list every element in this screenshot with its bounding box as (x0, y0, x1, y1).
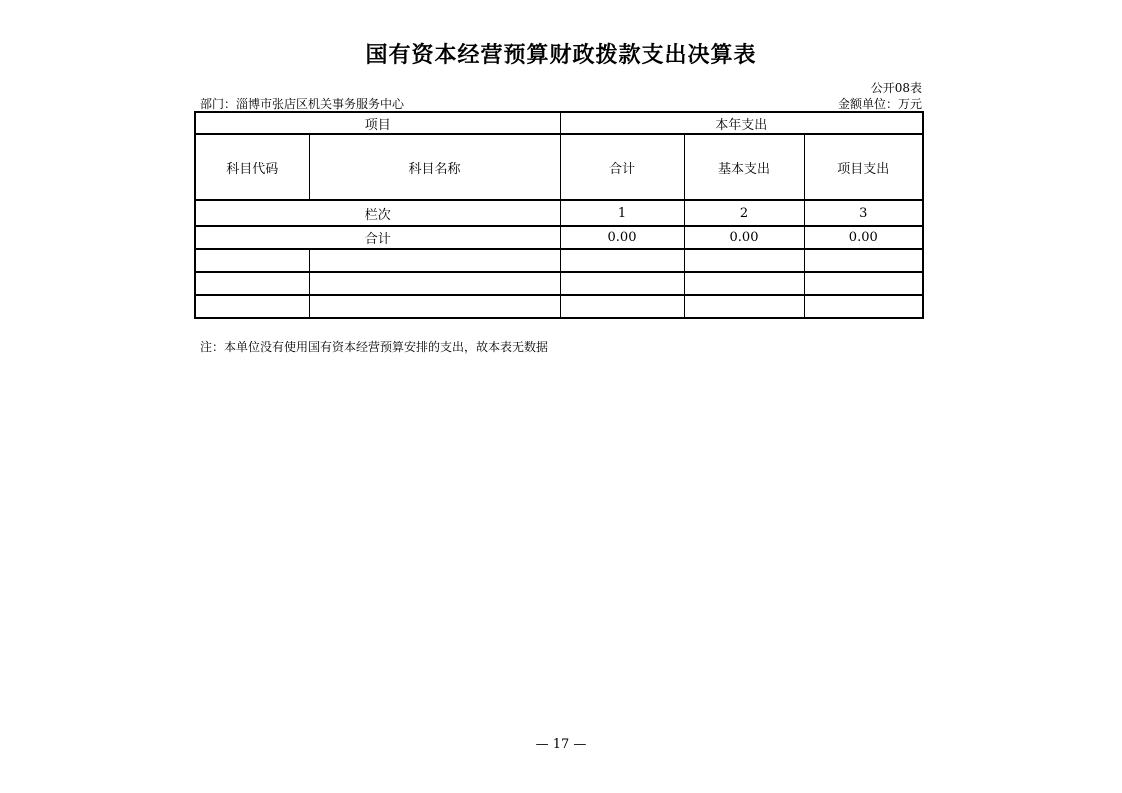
group-header-current-year-expenditure: 本年支出 (560, 112, 923, 134)
empty-cell (560, 295, 684, 318)
empty-cell (560, 249, 684, 272)
empty-cell (309, 295, 560, 318)
col-header-subject-name: 科目名称 (309, 134, 560, 200)
empty-data-row (195, 295, 923, 318)
col-header-total: 合计 (560, 134, 684, 200)
empty-cell (804, 272, 923, 295)
column-index-1: 1 (560, 200, 684, 226)
total-row (195, 226, 923, 249)
column-index-label: 栏次 (195, 200, 560, 226)
empty-cell (309, 249, 560, 272)
table-group-header-row (195, 112, 923, 134)
empty-cell (195, 295, 309, 318)
col-header-basic-expenditure: 基本支出 (684, 134, 804, 200)
page-number: — 17 — (535, 737, 587, 752)
table-column-header-row (195, 134, 923, 200)
empty-cell (195, 249, 309, 272)
empty-cell (684, 272, 804, 295)
amount-unit-label: 金额单位：万元 (837, 97, 922, 111)
form-code-label: 公开08表 (870, 81, 922, 95)
group-header-project: 项目 (195, 112, 560, 134)
empty-cell (195, 272, 309, 295)
total-value-project: 0.00 (804, 226, 923, 249)
col-header-subject-code: 科目代码 (195, 134, 309, 200)
col-header-project-expenditure: 项目支出 (804, 134, 923, 200)
department-label: 部门：淄博市张店区机关事务服务中心 (200, 97, 405, 111)
empty-cell (560, 272, 684, 295)
total-value-basic: 0.00 (684, 226, 804, 249)
empty-data-row (195, 272, 923, 295)
empty-data-row (195, 249, 923, 272)
total-row-label: 合计 (195, 226, 560, 249)
total-value-total: 0.00 (560, 226, 684, 249)
empty-cell (309, 272, 560, 295)
empty-cell (684, 295, 804, 318)
empty-cell (804, 249, 923, 272)
column-index-2: 2 (684, 200, 804, 226)
empty-cell (684, 249, 804, 272)
note-text: 注：本单位没有使用国有资本经营预算安排的支出，故本表无数据 (200, 340, 549, 354)
column-index-row (195, 200, 923, 226)
expenditure-table (194, 111, 922, 319)
column-index-3: 3 (804, 200, 923, 226)
empty-cell (804, 295, 923, 318)
page-title: 国有资本经营预算财政拨款支出决算表 (365, 43, 757, 68)
